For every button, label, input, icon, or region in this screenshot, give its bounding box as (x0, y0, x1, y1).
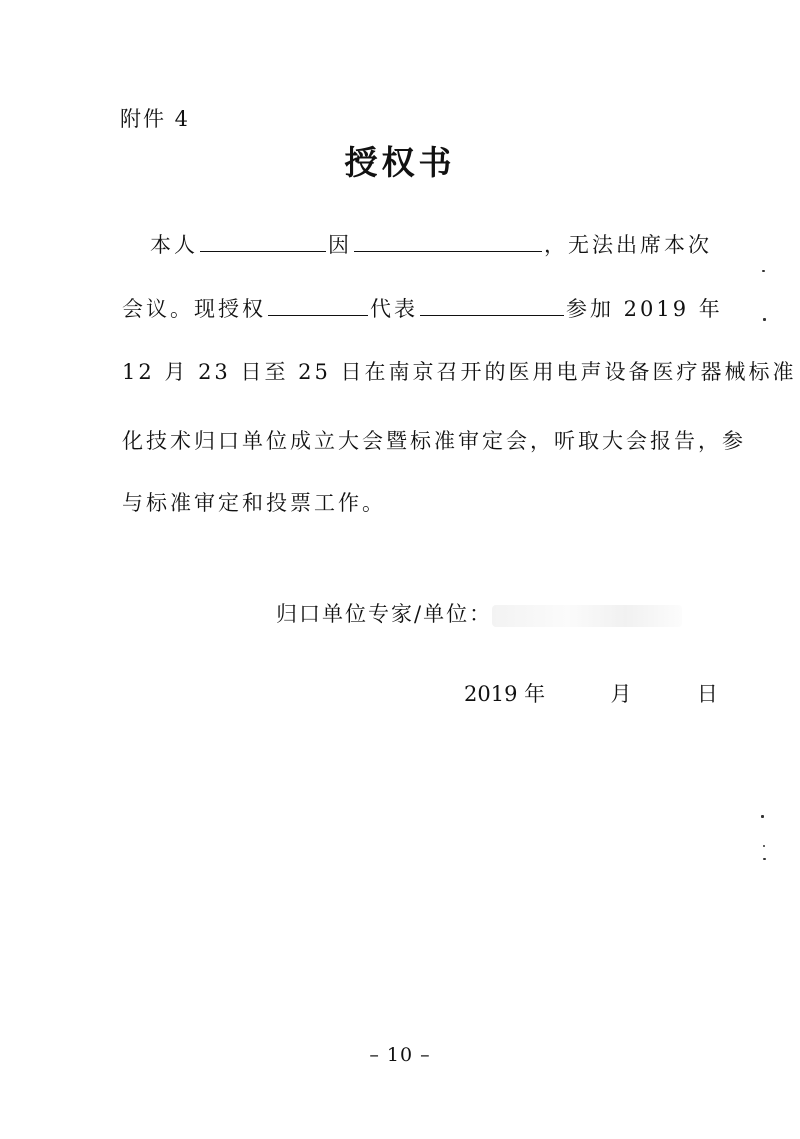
signature-date (464, 678, 718, 708)
date-month: 月 (610, 682, 632, 706)
text-segment: 因 (328, 233, 352, 257)
unit-label: 归口单位专家/单位： (276, 602, 493, 626)
paragraph-line-4: 化技术归口单位成立大会暨标准审定会，听取大会报告，参 (122, 429, 746, 453)
redacted-unit-area (492, 605, 682, 627)
paragraph-line-1 (150, 229, 712, 259)
scan-speck (763, 858, 766, 860)
text-segment: 会议。现授权 (122, 297, 266, 321)
scan-speck (763, 318, 766, 321)
text-segment: 代表 (370, 297, 418, 321)
attachment-label: 附件 4 (120, 107, 191, 131)
signature-unit (276, 598, 682, 628)
date-day: 日 (696, 682, 718, 706)
reason-blank[interactable] (354, 231, 542, 252)
paragraph-line-5: 与标准审定和投票工作。 (122, 491, 386, 515)
text-segment: ，无法出席本次 (544, 233, 712, 257)
authorized-person-blank[interactable] (268, 295, 368, 316)
scan-speck (763, 845, 765, 847)
text-segment: 参加 2019 年 (566, 297, 723, 321)
name-blank[interactable] (200, 231, 326, 252)
scan-speck (761, 815, 764, 818)
paragraph-line-2 (122, 293, 723, 323)
document-title: 授权书 (344, 143, 456, 182)
date-year: 2019 年 (464, 682, 546, 706)
page-number: – 10 – (369, 1044, 431, 1066)
text-segment: 本人 (150, 233, 198, 257)
scan-speck (762, 270, 765, 272)
paragraph-line-3: 12 月 23 日至 25 日在南京召开的医用电声设备医疗器械标准 (122, 360, 797, 384)
representing-blank[interactable] (420, 295, 564, 316)
